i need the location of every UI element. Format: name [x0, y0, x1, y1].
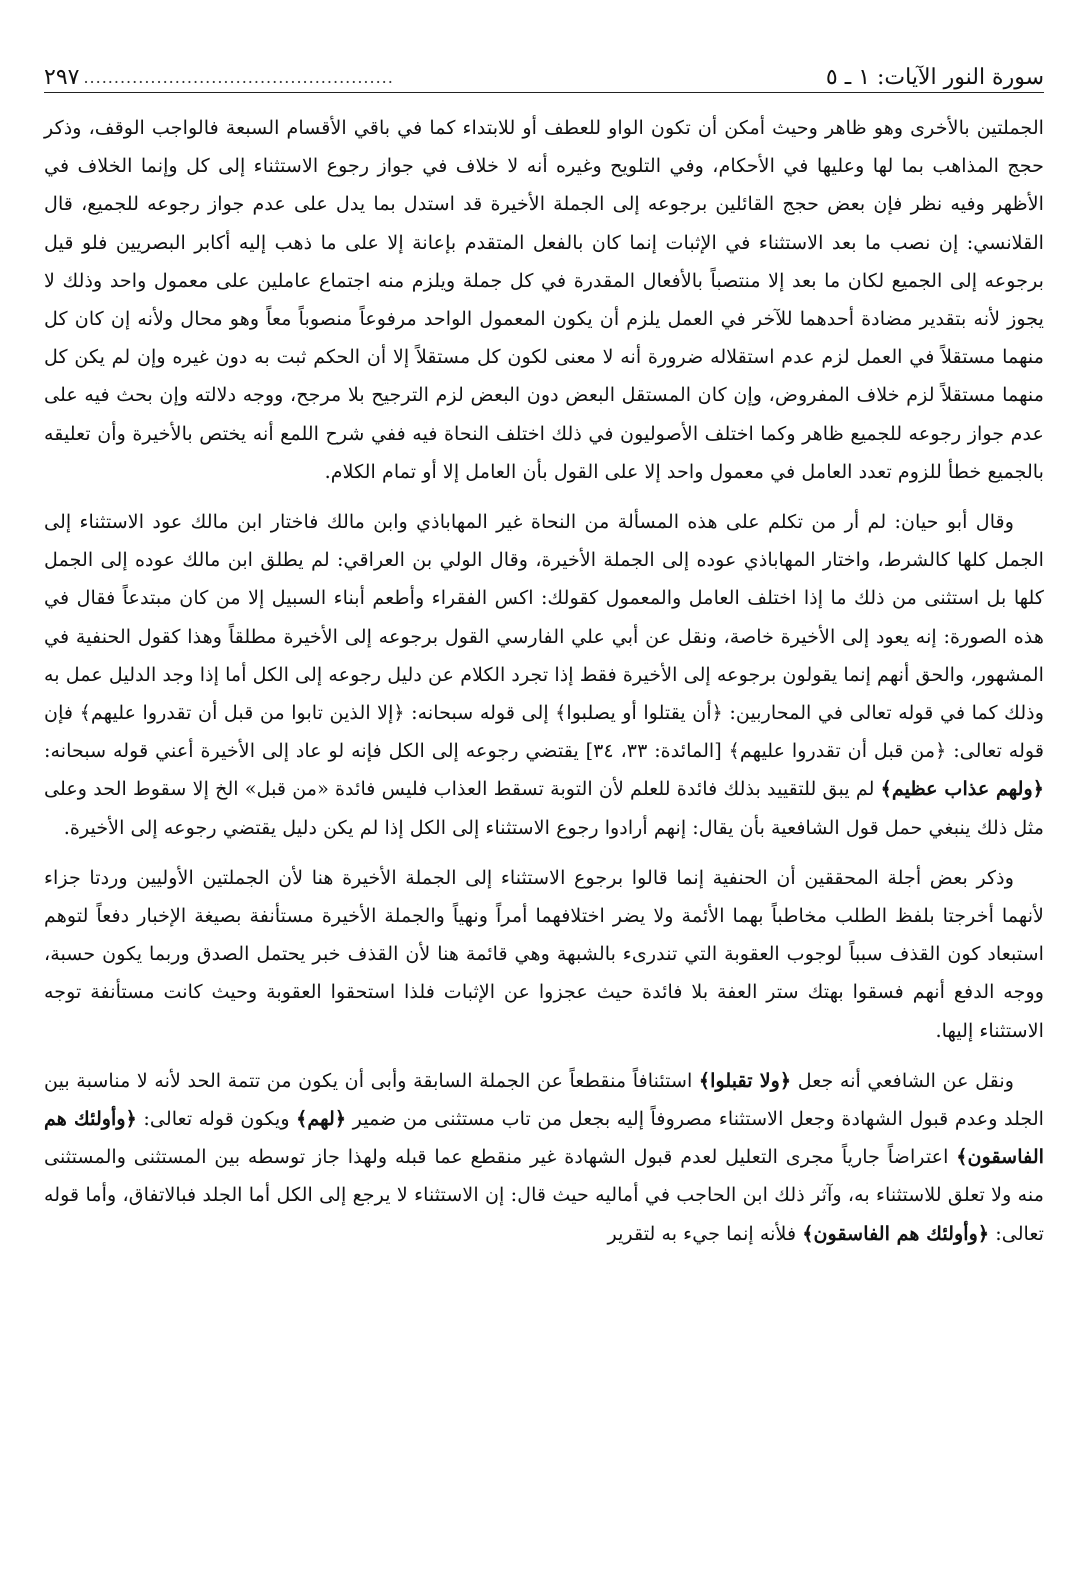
text-segment: وقال أبو حيان: لم أر من تكلم على هذه المسألة من النحاة غير المهاباذي وابن مالك فاختار ابن مالك عود الاستثناء إلى الجمل كلها كالشرط، واختار المهاباذي عوده إلى الجملة الأخيرة، وقال الولي بن العراقي: لم يطلق ابن مالك عوده إلى الجمل كلها بل استثنى من ذلك ما إذا اختلف العامل والمعمول كقولك: اكس الفقراء وأطعم أبناء السبيل إلا من كان مبتدعاً فقال في هذه الصورة: إنه يعود إلى الأخيرة خاصة، ونقل عن أبي علي الفارسي القول برجوعه إلى الأخيرة مطلقاً وهذا كقول الحنفية في المشهور، والحق أنهم إنما يقولون برجوعه إلى الأخيرة فقط إذا تجرد الكلام عن دليل رجوعه إلى الكل أما إذا وجد الدليل عمل به وذلك كما في قوله تعالى في المحاربين: — [44, 510, 1044, 725]
text-segment: وذكر بعض أجلة المحققين أن الحنفية إنما قالوا برجوع الاستثناء إلى الجملة الأخيرة هنا لأن الجملتين الأوليين وردتا جزاء لأنهما أخرجتا بلفظ الطلب مخاطباً بهما الأئمة ولا يضر اختلافهما أمراً ونهياً والجملة الأخيرة مستأنفة بصيغة الإخبار دفعاً لتوهم استبعاد كون القذف سبباً لوجوب العقوبة التي تندرىء بالشبهة وهي قائمة هنا لأن القذف خبر يحتمل الصدق وربما يكون حسبة، ووجه الدفع أنهم فسقوا بهتك ستر العفة بلا فائدة حيث عجزوا عن الإثبات فلذا استحقوا العقوبة وحيث كانت مستأنفة توجه الاستثناء إليها. — [44, 865, 1044, 1042]
quran-verse: ﴿ولهم عذاب عظيم﴾ — [880, 777, 1045, 801]
text-segment: إلى قوله سبحانه: — [404, 701, 556, 725]
text-segment: لم يبق للتقييد بذلك فائدة للعلم لأن التوبة تسقط العذاب فليس فائدة «من قبل» الخ إلا سقوط الحد وعلى مثل ذلك ينبغي حمل قول الشافعية بأن يقال: إنهم أرادوا رجوع الاستثناء إلى الكل إذا لم يكن دليل يقتضي رجوعه إلى الأخيرة. — [44, 777, 1044, 839]
quran-verse: ﴿لهم﴾ — [296, 1107, 347, 1131]
document-page — [44, 52, 1044, 1265]
body-text — [44, 109, 1044, 1253]
running-title: سورة النور الآيات: ١ ـ ٥ — [825, 65, 1044, 90]
text-segment: [المائدة: ٣٣، ٣٤] يقتضي رجوعه إلى الكل فإنه لو عاد إلى الأخيرة أعني قوله سبحانه: — [44, 739, 729, 763]
paragraph-4 — [44, 1062, 1044, 1253]
quran-verse: ﴿وأولئك هم الفاسقون﴾ — [44, 1107, 1044, 1169]
text-segment: ويكون قوله تعالى: — [136, 1107, 297, 1131]
text-segment: فإن قوله تعالى: — [44, 701, 1045, 763]
text-segment: اعتراضاً جارياً مجرى التعليل لعدم قبول الشهادة غير منقطع عما قبله ولهذا جاز توسطه بين المستثنى والمستثنى منه ولا تعلق للاستثناء به، وآثر ذلك ابن الحاجب في أماليه حيث قال: إن الاستثناء لا يرجع إلى الكل أما الجلد فبالاتفاق، وأما قوله تعالى: — [44, 1145, 1044, 1245]
text-segment: الجملتين بالأخرى وهو ظاهر وحيث أمكن أن تكون الواو للعطف أو للابتداء كما في باقي الأقسام السبعة فالواجب الوقف، وذكر حجج المذاهب بما لها وعليها في الأحكام، وفي التلويح وغيره أنه لا خلاف في جواز رجوع الاستثناء إلى كل وإنما الخلاف في الأظهر وفيه نظر فإن بعض حجج القائلين برجوعه إلى الجملة الأخيرة قد استدل بما يدل على عدم جواز رجوعه للجميع، قال القلانسي: إن نصب ما بعد الاستثناء في الإثبات إنما كان بالفعل المتقدم بإعانة إلا على ما ذهب إليه أكابر البصريين فلو قيل برجوعه إلى الجميع لكان ما بعد إلا منتصباً بالأفعال المقدرة في كل جملة ويلزم منه اجتماع عاملين على معمول واحد وذلك لا يجوز لأنه بتقدير مضادة أحدهما للآخر في العمل يلزم أن يكون المعمول الواحد مرفوعاً منصوباً معاً وهو محال ولأنه إن كان كل منهما مستقلاً في العمل لزم عدم استقلاله ضرورة أنه لا معنى لكون كل مستقلاً إلا أن الحكم ثبت به دون غيره وإن لم يكن كل منهما مستقلاً لزم خلاف المفروض، وإن كان المستقل البعض دون البعض لزم الترجيح بلا مرجح، ووجه دلالته وإن بحث فيه على عدم جواز رجوعه للجميع ظاهر وكما اختلف الأصوليون في ذلك اختلف النحاة فيه ففي شرح اللمع أنه يختص بالأخيرة وأن تعليقه بالجميع خطأ للزوم تعدد العامل في معمول واحد إلا على القول بأن العامل إلا أو تمام الكلام. — [44, 116, 1044, 483]
quran-verse: ﴿إلا الذين تابوا من قبل أن تقدروا عليهم﴾ — [79, 701, 405, 725]
running-header — [44, 52, 1044, 93]
page-number: ٢٩٧ — [44, 65, 80, 90]
quran-verse: ﴿من قبل أن تقدروا عليهم﴾ — [728, 739, 947, 763]
text-segment: فلأنه إنما جيء به لتقرير — [607, 1221, 803, 1245]
quran-verse: ﴿ولا تقبلوا﴾ — [698, 1068, 792, 1092]
paragraph-3 — [44, 859, 1044, 1050]
paragraph-1 — [44, 109, 1044, 491]
paragraph-2 — [44, 503, 1044, 847]
leader-dots: ................................................... — [83, 68, 394, 87]
text-segment: استئنافاً منقطعاً عن الجملة السابقة وأبى أن يكون من تتمة الحد لأنه لا مناسبة بين الجلد وعدم قبول الشهادة وجعل الاستثناء مصروفاً إليه بجعل من تاب مستثنى من ضمير — [44, 1068, 1044, 1131]
text-segment: ونقل عن الشافعي أنه جعل — [791, 1068, 1014, 1092]
quran-verse: ﴿وأولئك هم الفاسقون﴾ — [802, 1221, 990, 1245]
quran-verse: ﴿أن يقتلوا أو يصلبوا﴾ — [555, 701, 723, 725]
